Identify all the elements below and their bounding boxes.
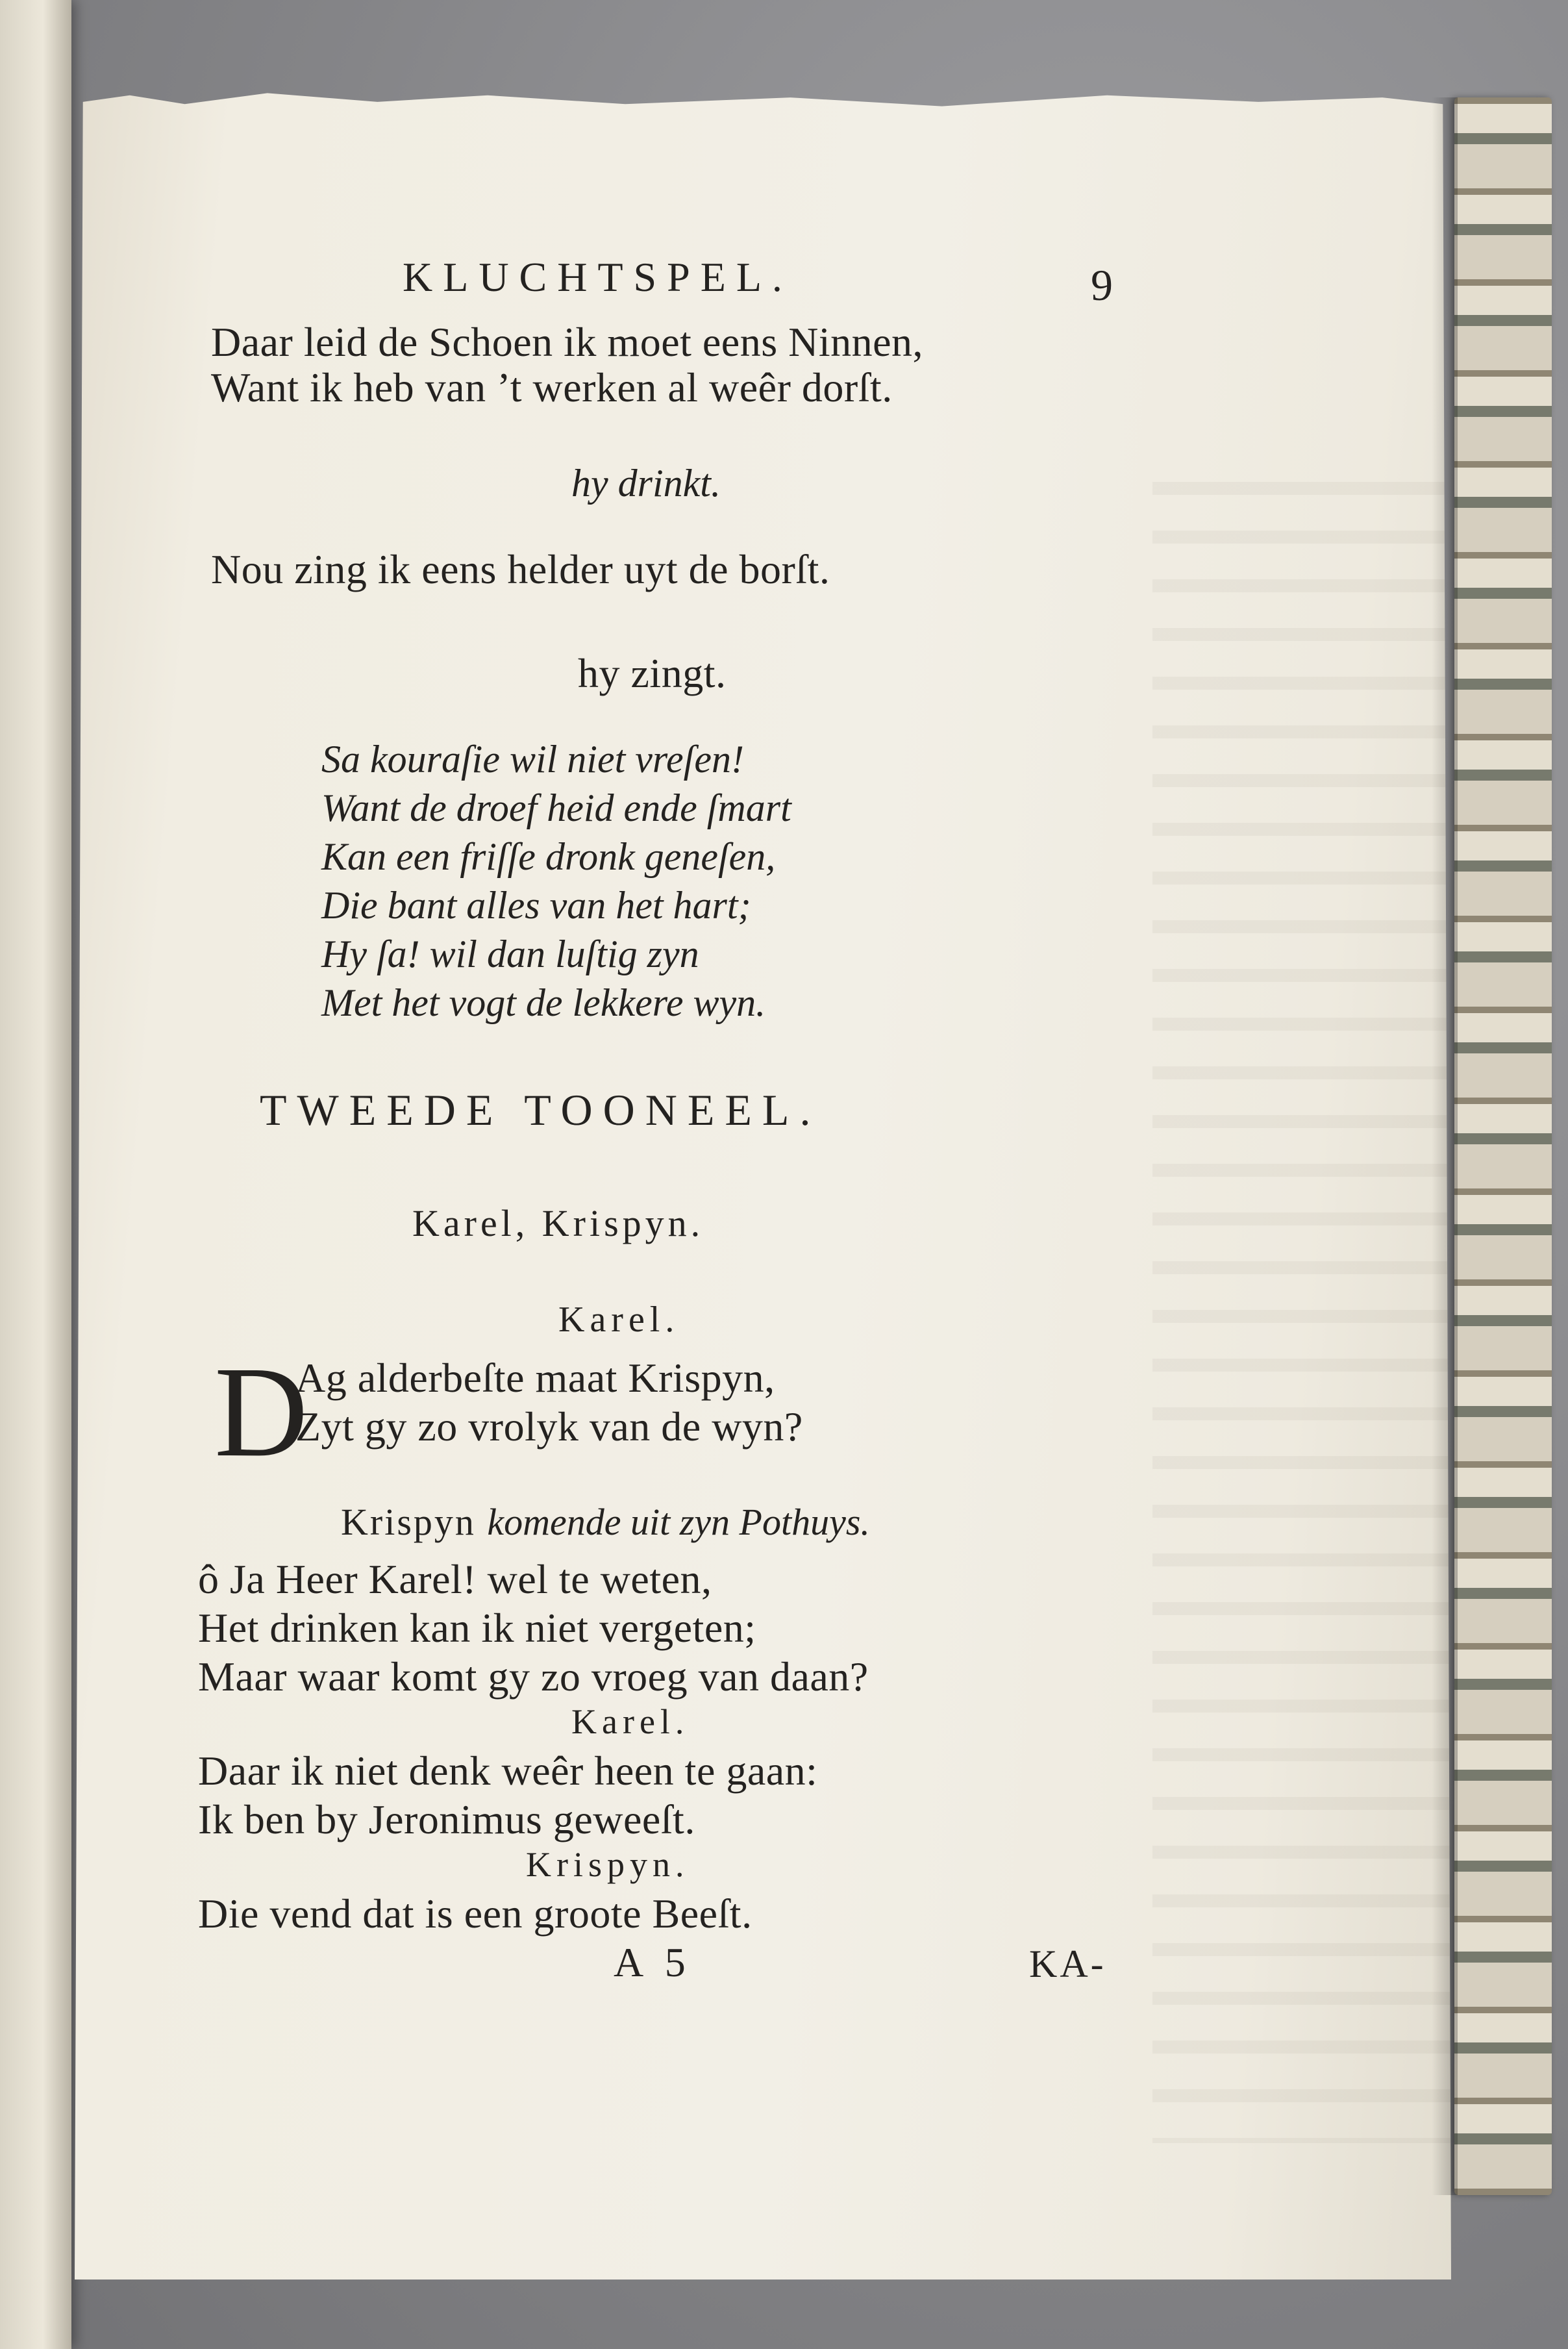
dialogue-line: Daar ik niet denk weêr heen te gaan: — [198, 1748, 818, 1794]
bleed-through-text — [1152, 455, 1477, 2143]
dialogue-line: Het drinken kan ik niet vergeten; — [198, 1605, 756, 1651]
speaker-name: Krispyn — [341, 1501, 476, 1543]
catchword: KA- — [1029, 1942, 1106, 1985]
page-number: 9 — [1091, 260, 1113, 310]
dialogue-line: Ag alderbeſte maat Krispyn, — [295, 1355, 775, 1401]
verse-line: Want ik heb van ’t werken al weêr dorſt. — [211, 364, 893, 410]
drop-cap: D — [214, 1340, 308, 1484]
verse-line: Daar leid de Schoen ik moet eens Ninnen, — [211, 319, 923, 365]
song-line: Hy ſa! wil dan luſtig zyn — [321, 933, 699, 975]
speaker-name: Krispyn. — [526, 1845, 690, 1884]
left-page-edge — [0, 0, 71, 2349]
dialogue-line: Zyt gy zo vrolyk van de wyn? — [295, 1403, 803, 1450]
scene-heading: TWEEDE TOONEEL. — [260, 1085, 821, 1135]
stage-direction: komende uit zyn Pothuys. — [487, 1501, 870, 1543]
book-spine — [1454, 97, 1552, 2195]
signature-mark: A 5 — [614, 1939, 692, 1985]
song-line: Want de droef heid ende ſmart — [321, 786, 791, 829]
dialogue-line: Ik ben by Jeronimus geweeſt. — [198, 1796, 695, 1842]
running-title: KLUCHTSPEL. — [403, 254, 793, 300]
stage-direction: hy zingt. — [578, 650, 727, 696]
song-line: Die bant alles van het hart; — [321, 884, 751, 927]
dialogue-line: Die vend dat is een groote Beeſt. — [198, 1891, 753, 1937]
speaker-heading — [341, 1500, 870, 1544]
speaker-name: Karel. — [558, 1300, 680, 1340]
song-line: Kan een friſſe dronk geneſen, — [321, 835, 776, 878]
page-gutter-shadow — [1432, 97, 1458, 2195]
verse-line: Nou zing ik eens helder uyt de borſt. — [211, 546, 830, 592]
song-line: Met het vogt de lekkere wyn. — [321, 981, 766, 1024]
book-page — [75, 91, 1451, 2280]
song-line: Sa kouraſie wil niet vreſen! — [321, 738, 744, 781]
dialogue-line: ô Ja Heer Karel! wel te weten, — [198, 1556, 712, 1602]
speaker-name: Karel. — [571, 1702, 690, 1741]
stage-direction: hy drinkt. — [571, 462, 721, 505]
dialogue-line: Maar waar komt gy zo vroeg van daan? — [198, 1653, 869, 1700]
scene-characters: Karel, Krispyn. — [412, 1202, 704, 1244]
